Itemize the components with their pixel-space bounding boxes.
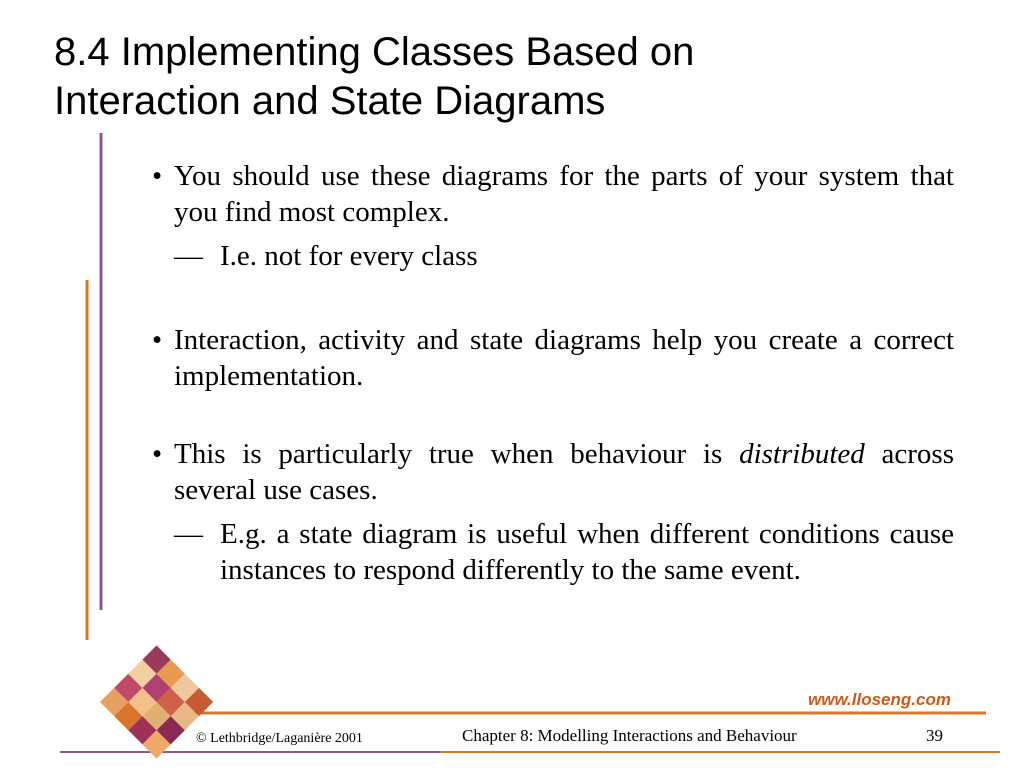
sub-item-3 [152,516,954,588]
dash-marker: — [174,518,203,550]
bullet-list [152,158,954,588]
bullet-item-2 [152,322,954,394]
bullet-text: Interaction, activity and state diagrams help you create a correct implementation. [174,324,954,392]
footer-url[interactable]: www.lloseng.com [808,690,951,709]
bullet-item-1 [152,158,954,230]
bullet-text-after: across several use cases. [174,438,954,506]
footer-chapter: Chapter 8: Modelling Interactions and Behaviour [462,726,797,745]
title-line-1: 8.4 Implementing Classes Based on [54,30,695,74]
bullet-text: You should use these diagrams for the parts of your system that you find most complex. [174,160,954,228]
dash-marker: — [174,240,203,272]
page-number: 39 [926,726,943,745]
sub-text: E.g. a state diagram is useful when different conditions cause instances to respond differently to the same event. [220,518,954,586]
bullet-marker: • [152,438,163,470]
sub-item-1 [152,238,954,274]
bullet-marker: • [152,160,163,192]
bullet-marker: • [152,324,163,356]
footer-copyright: © Lethbridge/Laganière 2001 [196,731,363,746]
sub-text: I.e. not for every class [220,240,478,272]
bullet-text-before: This is particularly true when behaviour is [174,438,740,470]
title-line-2: Interaction and State Diagrams [54,79,606,123]
bullet-item-3 [152,436,954,508]
emphasis-text: distributed [739,438,865,470]
